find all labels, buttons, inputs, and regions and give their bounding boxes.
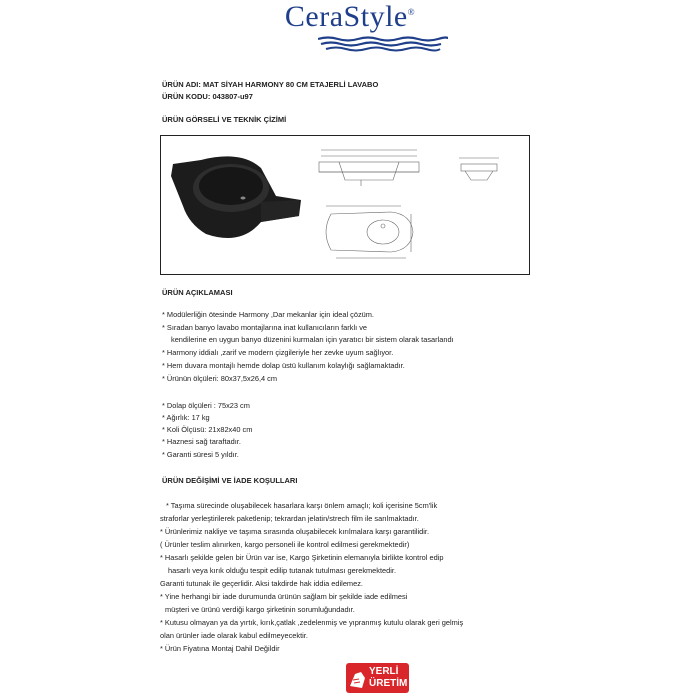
- description-line: kendilerine en uygun banyo düzenini kurmaları için yaratıcı bir sistem olarak tasarlandı: [171, 335, 454, 344]
- return-line: * Yine herhangi bir iade durumunda ürünün sağlam bir şekilde iade edilmesi: [160, 592, 408, 601]
- return-line: olan ürünler iade olarak kabul edilmeyecektir.: [160, 631, 308, 640]
- description-line: * Sıradan banyo lavabo montajlarına inat kullanıcıların farklı ve: [162, 323, 368, 332]
- brand-header: [0, 0, 700, 34]
- yerli-uretim-badge: [345, 660, 410, 695]
- badge-text: YERLİ ÜRETİM: [369, 666, 408, 689]
- product-visual-frame: [160, 135, 530, 275]
- product-name: ÜRÜN ADI: MAT SİYAH HARMONY 80 CM ETAJERLİ LAVABO: [162, 80, 379, 89]
- brand-logo-text: CeraStyle®: [284, 0, 416, 33]
- description-line: * Modülerliğin ötesinde Harmony ,Dar mekanlar için ideal çözüm.: [162, 310, 374, 319]
- return-line: hasarlı veya kırık olduğu tespit edilip tutanak tutulması gerekmektedir.: [168, 566, 396, 575]
- description-line: * Harmony iddialı ,zarif ve modern çizgileriyle her zevke uyum sağlıyor.: [162, 348, 394, 357]
- description-line: * Hem duvara montajlı hemde dolap üstü kullanım kolaylığı sağlamaktadır.: [162, 361, 405, 370]
- technical-drawing-top: [326, 206, 413, 258]
- spec-line: * Ağırlık: 17 kg: [162, 413, 210, 422]
- spec-line: * Dolap ölçüleri : 75x23 cm: [162, 401, 250, 410]
- sink-product-image: [161, 136, 529, 274]
- description-line: * Ürünün ölçüleri: 80x37,5x26,4 cm: [162, 374, 278, 383]
- return-section-title: ÜRÜN DEĞİŞİMİ VE İADE KOŞULLARI: [162, 476, 298, 485]
- return-line: * Kutusu olmayan ya da yırtık, kırık,çatlak ,zedelenmiş ve yıpranmış kutulu olarak geri gelmiş: [160, 618, 464, 627]
- spec-line: * Haznesi sağ taraftadır.: [162, 437, 241, 446]
- description-section-title: ÜRÜN AÇIKLAMASI: [162, 288, 233, 297]
- return-line: * Ürün Fiyatına Montaj Dahil Değildir: [160, 644, 280, 653]
- return-line: * Ürünlerimiz nakliye ve taşıma sırasında oluşabilecek kırılmalara karşı garantilidir.: [160, 527, 430, 536]
- visual-section-title: ÜRÜN GÖRSELİ VE TEKNİK ÇİZİMİ: [162, 115, 287, 124]
- brand-waves-icon: [318, 36, 448, 54]
- return-line: straforlar yerleştirilerek paketlenip; tekrardan jelatin/strech film ile sarılmaktadır.: [160, 514, 419, 523]
- product-code: ÜRÜN KODU: 043807-u97: [162, 92, 253, 101]
- return-line: müşteri ve ürünü verdiği kargo şirketinin sorumluğundadır.: [165, 605, 355, 614]
- technical-drawing-side: [459, 158, 499, 180]
- return-line: * Hasarlı şekilde gelen bir Ürün var ise, Kargo Şirketinin elemanıyla birlikte kontrol edip: [160, 553, 444, 562]
- technical-drawing-front: [319, 150, 419, 186]
- return-line: * Taşıma sürecinde oluşabilecek hasarlara karşı önlem amaçlı; koli içerisine 5cm'lik: [166, 501, 438, 510]
- return-line: Garanti tutunak ile geçerlidir. Aksi takdirde hak iddia edilemez.: [160, 579, 363, 588]
- spec-line: * Garanti süresi 5 yıldır.: [162, 450, 239, 459]
- spec-line: * Koli Ölçüsü: 21x82x40 cm: [162, 425, 253, 434]
- return-line: ( Ürünler teslim alınırken, kargo personeli ile kontrol edilmesi gerekmektedir): [160, 540, 410, 549]
